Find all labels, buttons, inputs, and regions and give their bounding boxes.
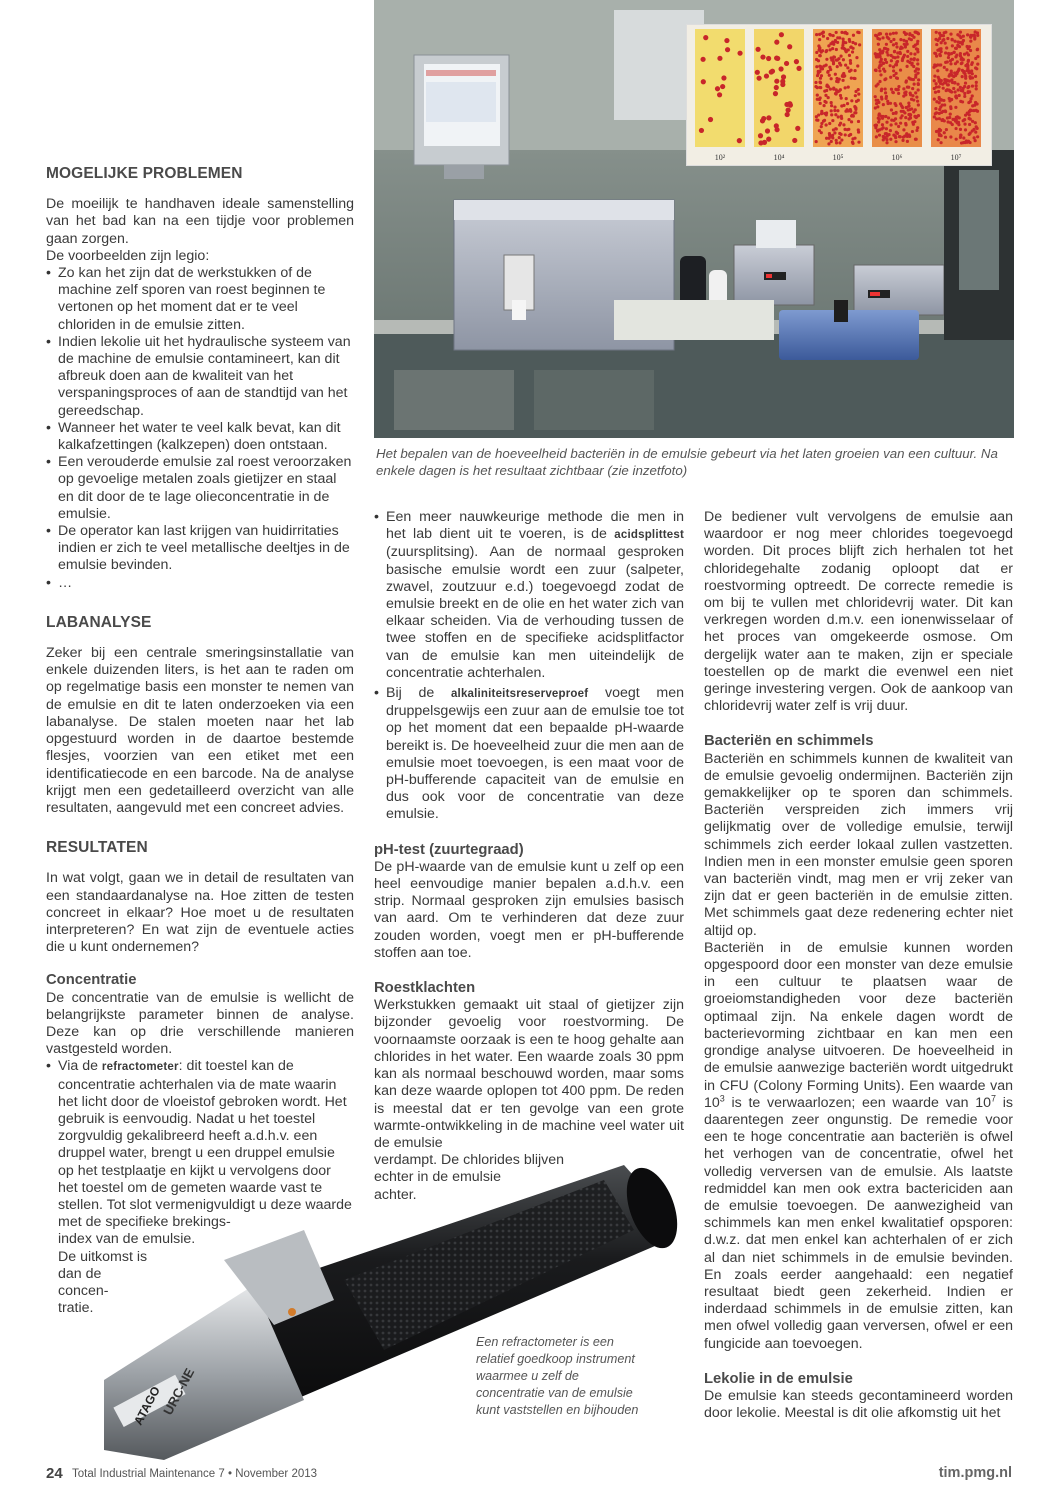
strip-label: 10⁷: [950, 153, 962, 162]
tail-line: echter in de emulsie: [374, 1169, 501, 1186]
resultaten-text: In wat volgt, gaan we in detail de resultaten van een standaardanalyse na. Hoe zitten de testen concreet in elkaar? Hoe moet u de resultaten interpreteren? En wat zijn de eventuele acties die u kunt ondernemen?: [46, 870, 354, 956]
text-run: Een meer nauwkeurige methode die men in het lab dient uit te voeren, is de: [386, 509, 684, 543]
ph-test-text: De pH-waarde van de emulsie kunt u zelf op een heel eenvoudige manier bepalen a.d.h.v. een strip. Normaal gesproken zijn emulsies basisch van aard. Om te verhinderen dat deze zuur zouden worden, voegt men er pH-bufferende stoffen aan toe.: [374, 858, 684, 961]
heading-lekolie: Lekolie in de emulsie: [704, 1370, 853, 1387]
refractometer-caption: Een refractometer is een relatief goedkoop instrument waarmee u zelf de concentratie van de emulsie kunt vaststellen en bijhouden: [476, 1335, 639, 1417]
text-run: Via de: [58, 1058, 102, 1075]
bacteria-culture-inset: [686, 24, 992, 166]
tail-line: dan de: [58, 1265, 102, 1282]
strip-label: 10⁶: [891, 153, 903, 162]
exponent: 3: [719, 1092, 725, 1103]
problems-intro: De moeilijk te handhaven ideale samenstelling van het bad kan na een tijdje voor problemen gaan zorgen.: [46, 196, 354, 247]
list-item: • Zo kan het zijn dat de werkstukken of de machine zelf sporen van roest beginnen te vertonen op het moment dat er te veel chloriden in de emulsie zitten.: [46, 265, 354, 334]
heading-bacterien: Bacteriën en schimmels: [704, 733, 874, 750]
roestklachten-tail: [374, 1152, 684, 1204]
heading-concentratie: Concentratie: [46, 972, 137, 989]
tail-line: achter.: [374, 1186, 417, 1203]
text-run: voegt men druppelsgewijs een zuur aan de emulsie toe tot op het moment dat een bepaalde pH-waarde bereikt is. De hoeveelheid zuur die men aan de emulsie moet toevoegen, is een maat voor de pH-bufferende capaciteit van de emulsie en dus ook voor de concentratie van deze emulsie.: [386, 685, 684, 823]
refractometer-model: URC-NE: [160, 1365, 198, 1418]
concentratie-methods-list: [374, 509, 684, 824]
list-item: • …: [46, 575, 354, 592]
strip-label: 10⁵: [832, 153, 844, 162]
list-item: • Wanneer het water te veel kalk bevat, kan dit kalkafzettingen (kalkzepen) doen ontstaan.: [46, 420, 354, 454]
tail-line: index van de emulsie.: [58, 1231, 196, 1248]
heading-labanalyse: LABANALYSE: [46, 613, 152, 631]
left-column: [46, 165, 354, 1317]
list-item: • De operator kan last krijgen van huidirritaties indien er zich te veel metallische deeltjes in de emulsie bevinden.: [46, 523, 354, 575]
site-url[interactable]: tim.pmg.nl: [938, 1465, 1012, 1481]
text-run: is daarentegen zeer ongunstig. De remedie voor een te hoge concentratie aan bacteriën is ofwel het verhogen van de concentratie, ofwel het volledig verversen van de emulsie. Als laatste redmiddel kan men ook extra bactericiden aan de emulsie toevoegen. De aanwezigheid van schimmels kan men enkel kwalitatief opsporen: d.w.z. dat men enkel kan achterhalen of er zich al dan niet schimmels in de emulsie bevinden. En zoals eerder aangehaald: een negatief resultaat biedt geen zekerheid. Indien er inderdaad schimmels in de emulsie zitten, kan men ofwel volledig gaan verversen, ofwel er een fungicide aan toevoegen.: [704, 1094, 1014, 1352]
roestklachten-text: Werkstukken gemaakt uit staal of gietijzer zijn bijzonder gevoelig voor roestvorming. De voornaamste oorzaak is een te hoog gehalte aan chlorides in het water. Een waarde zoals 30 ppm kan als normaal beschouwd worden, maar soms kan deze waarde oplopen tot 400 ppm. De reden is meestal dat er ten gevolge van een grote warmte-ontwikkeling in de machine veel water uit de emulsie: [374, 997, 684, 1151]
refractometer-brand: ATAGO: [131, 1384, 163, 1428]
tail-line: concen-: [58, 1282, 109, 1299]
tail-line: tratie.: [58, 1300, 94, 1317]
culture-strips-illustration: [687, 25, 991, 165]
heading-resultaten: RESULTATEN: [46, 839, 148, 857]
chlorides-text: De bediener vult vervolgens de emulsie aan waardoor er nog meer chlorides toegevoegd worden. Dit proces blijft zich herhalen tot het chloridegehalte zodanig oploopt dat er roestvorming optreedt. De correcte remedie is om bij te vullen met chloridevrij water. Dit kan verkregen worden d.m.v. een ionenwisselaar of het proces van omgekeerde osmose. Om dergelijk water aan te maken, zijn er speciale toestellen op de markt die evenwel een niet geringe investering vergen. Ook de aankoop van chloridevrij water zelf is vrij duur.: [704, 509, 1013, 715]
text-run: (zuursplitsing). Aan de normaal gesproken basische emulsie wordt een zuur (salpeter, zwavel, zoutzuur e.d.) toegevoegd zodat de emulsie breekt en de olie en het water zich van elkaar scheiden. Via de verhouding tussen de twee stoffen en de specifieke acidsplitfactor van de emulsie kan men uiteindelijk de concentratie achterhalen.: [386, 544, 684, 681]
list-item: • Een verouderde emulsie zal roest veroorzaken op gevoelige metalen zoals gietijzer en staal en dit door de te lage olieconcentratie in de emulsie.: [46, 454, 354, 523]
exponent: 7: [991, 1092, 997, 1103]
list-item-alkaliniteit: [374, 685, 684, 824]
strip-label: 10⁴: [773, 153, 785, 162]
photo-caption: Het bepalen van de hoeveelheid bacteriën in de emulsie gebeurt via het laten groeien van een cultuur. Na enkele dagen is het resultaat zichtbaar (zie inzetfoto): [376, 446, 998, 478]
bacterien-text-2: [704, 940, 1013, 1353]
concentratie-text: De concentratie van de emulsie is wellicht de belangrijkste parameter binnen de analyse. Deze kan op drie verschillende manieren vastgesteld worden.: [46, 989, 354, 1058]
page-footer: [0, 1465, 1058, 1485]
text-run: : dit toestel kan de concentratie achterhalen via de mate waarin het licht door de vloeistof gebroken wordt. Het gebruik is eenvoudig. Nadat u het toestel zorgvuldig gekalibreerd heeft a.d.h.v. een druppel water, brengt u een druppel emulsie op het testplaatje en kijkt u vervolgens door het toestel om de gemeten waarde vast te stellen. Tot slot vermenigvuldigt u deze waarde: [58, 1058, 352, 1213]
text-run: is te verwaarlozen; een waarde van 10: [724, 1094, 992, 1111]
heading-roestklachten: Roestklachten: [374, 980, 476, 997]
right-column: [704, 509, 1013, 1422]
bacterien-text-1: Bacteriën en schimmels kunnen de kwaliteit van de emulsie gevoelig ondermijnen. Bacteriën zijn gemakkelijker op te sporen dan schimmels. Bacteriën verspreiden zich immers vrij gelijkmatig over de volledige emulsie, terwijl schimmels zich eerder lokaal zullen vastzetten. Indien men in een monster emulsie geen sporen van bacteriën vindt, mag men er vrij zeker van zijn dat er geen bacteriën in de emulsie zitten. Met schimmels gaat deze redenering echter niet altijd op.: [704, 750, 1013, 939]
text-run: Bacteriën in de emulsie kunnen worden opgespoord door een monster van deze emulsie in een cultuur te plaatsen waar de groeiomstandigheden voor deze bacteriën optimaal zijn. Na enkele dagen wordt de bacterievorming zichtbaar en kan men een grondige analyse uitvoeren. De hoeveelheid in de emulsie aanwezige bacteriën wordt uitgedrukt in CFU (Colony Forming Units). Een waarde van 10: [704, 939, 1013, 1111]
keyword-refractometer: refractometer: [101, 1061, 179, 1074]
problems-examples-lead: De voorbeelden zijn legio:: [46, 247, 210, 264]
text-run: Bij de: [386, 685, 451, 702]
heading-mogelijke-problemen: MOGELIJKE PROBLEMEN: [46, 165, 243, 182]
tail-line: verdampt. De chlorides blijven: [374, 1152, 565, 1169]
strip-label: 10²: [714, 153, 726, 162]
tail-line: met de specifieke brekings-: [58, 1214, 231, 1231]
keyword-alkaliniteitsreserveproef: alkaliniteitsreserveproef: [450, 688, 589, 701]
tail-line: De uitkomst is: [58, 1248, 148, 1265]
page-number: 24: [46, 1465, 63, 1482]
problems-list: [46, 265, 354, 592]
publication-line: Total Industrial Maintenance 7 • November 2013: [72, 1468, 318, 1480]
labanalyse-text: Zeker bij een centrale smeringsinstallatie van enkele duizenden liters, is het aan te raden om op regelmatige basis een monster te nemen van de emulsie en dit te laten onderzoeken via een labanalyse. De stalen moeten naar het lab opgestuurd worden in de daartoe bestemde flesjes, voorzien van een etiket met een identificatiecode en een barcode. Na de analyse krijgt men een gedetailleerd overzicht van alle resultaten, aangevuld met een concreet advies.: [46, 645, 354, 816]
heading-ph-test: pH-test (zuurtegraad): [374, 841, 524, 858]
list-item-acidsplittest: [374, 509, 684, 682]
middle-column: [374, 509, 684, 1204]
keyword-acidsplittest: acidsplittest: [614, 529, 684, 542]
list-item: • Indien lekolie uit het hydraulische systeem van de machine de emulsie contamineert, kan dit afbreuk doen aan de kwaliteit van het verspaningsproces of aan de standtijd van het gereedschap.: [46, 334, 354, 420]
lekolie-text: De emulsie kan steeds gecontamineerd worden door lekolie. Meestal is dit olie afkomstig uit het: [704, 1387, 1013, 1422]
